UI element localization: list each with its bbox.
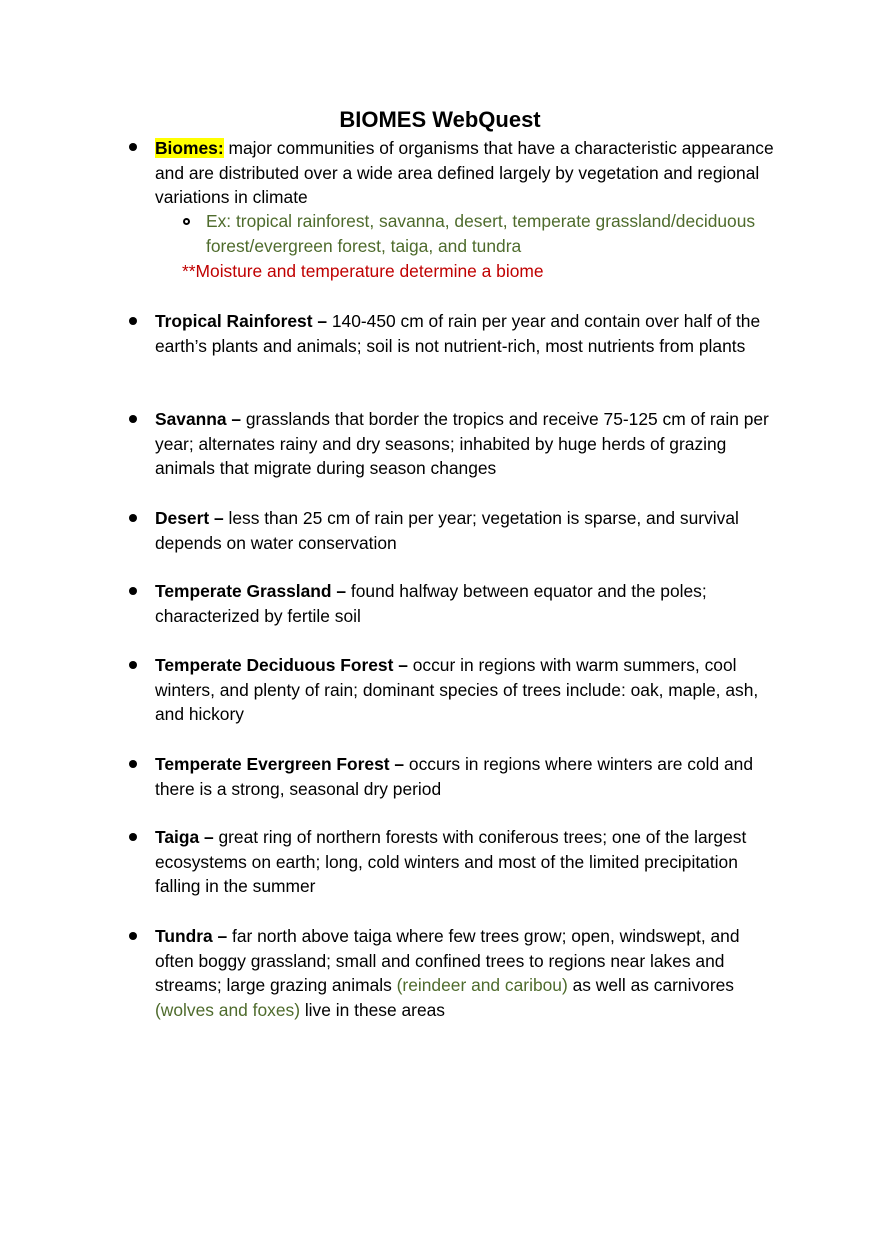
definition: 140-450 cm of rain per year and contain over half of the earth’s plants and animals; soil is not nutrient-rich, most nutrients from plants: [155, 311, 761, 356]
definition: occur in regions with warm summers, cool winters, and plenty of rain; dominant species of trees include: oak, maple, ash, and hickory: [155, 655, 759, 725]
definition: far north above taiga where few trees grow; open, windswept, and often boggy grassland; small and confined trees to regions near lakes and streams; large grazing animals: [155, 926, 740, 996]
term: Taiga –: [155, 827, 214, 847]
term: Tundra –: [155, 926, 228, 946]
definition: found halfway between equator and the poles; characterized by fertile soil: [155, 581, 707, 626]
sub-bullet-icon: [183, 218, 190, 225]
list-item-biomes: [155, 136, 780, 210]
definition: grasslands that border the tropics and receive 75-125 cm of rain per year; alternates rainy and dry seasons; inhabited by huge herds of grazing animals that migrate during season changes: [155, 409, 769, 479]
bullet-icon: [129, 514, 137, 522]
definition: as well as carnivores: [567, 975, 734, 996]
term: Temperate Grassland –: [155, 581, 347, 601]
bullet-icon: [129, 317, 137, 325]
definition: live in these areas: [299, 999, 445, 1020]
bullet-icon: [129, 833, 137, 841]
bullet-icon: [129, 415, 137, 423]
list-item-temperate-grassland: [155, 579, 780, 628]
page-title: BIOMES WebQuest: [339, 107, 541, 132]
term-biomes: Biomes:: [155, 138, 224, 158]
term: Savanna –: [155, 409, 242, 429]
term: Temperate Deciduous Forest –: [155, 655, 408, 675]
list-item-taiga: [155, 825, 780, 899]
term: Temperate Evergreen Forest –: [155, 754, 405, 774]
list-item-temperate-deciduous-forest: [155, 653, 780, 727]
bullet-icon: [129, 760, 137, 768]
list-item-tundra: [155, 924, 780, 1022]
bullet-icon: [129, 143, 137, 151]
list-item-savanna: [155, 407, 780, 481]
list-item-desert: [155, 506, 780, 555]
list-item-temperate-evergreen-forest: [155, 752, 780, 801]
definition: occurs in regions where winters are cold and there is a strong, seasonal dry period: [155, 754, 754, 799]
definition: less than 25 cm of rain per year; vegetation is sparse, and survival depends on water conservation: [155, 508, 739, 553]
bullet-icon: [129, 661, 137, 669]
list-item-tropical-rainforest: [155, 309, 780, 358]
definition-biomes: major communities of organisms that have a characteristic appearance and are distributed over a wide area defined largely by vegetation and regional variations in climate: [155, 138, 774, 208]
definition: great ring of northern forests with coniferous trees; one of the largest ecosystems on earth; long, cold winters and most of the limited precipitation falling in the summer: [155, 827, 747, 897]
note-moisture: **Moisture and temperature determine a biome: [182, 261, 544, 281]
example-grazing-animals: (reindeer and caribou): [396, 975, 568, 996]
bullet-icon: [129, 587, 137, 595]
bullet-icon: [129, 932, 137, 940]
term: Desert –: [155, 508, 224, 528]
example-carnivores: (wolves and foxes): [155, 999, 300, 1020]
example-list: Ex: tropical rainforest, savanna, desert, temperate grassland/deciduous forest/evergreen forest, taiga, and tundra: [206, 211, 756, 256]
term: Tropical Rainforest –: [155, 311, 328, 331]
